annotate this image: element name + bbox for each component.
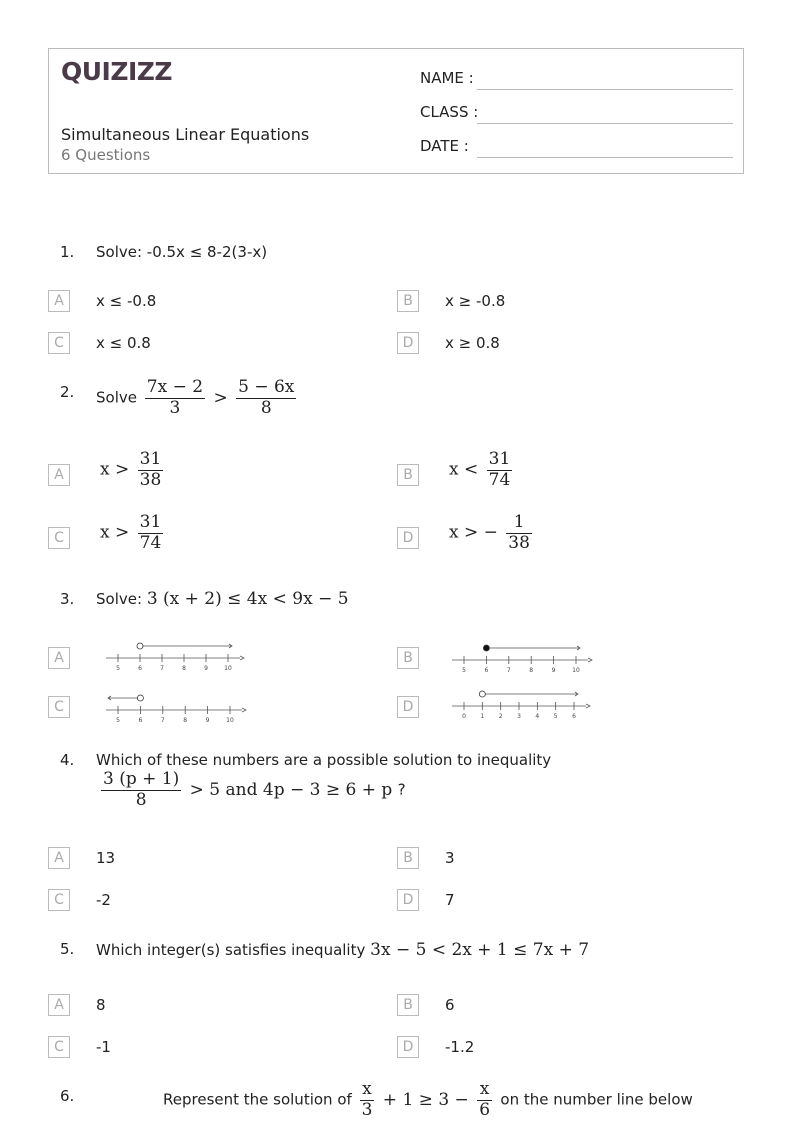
tick-label: 0 xyxy=(462,713,466,720)
denominator: 3 xyxy=(169,397,181,418)
option-badge-b[interactable]: B xyxy=(397,290,419,312)
fraction xyxy=(236,378,296,418)
question-expression xyxy=(98,770,406,810)
option-text[interactable]: -1.2 xyxy=(445,1038,475,1056)
question-prompt xyxy=(96,940,589,960)
number-line-b[interactable] xyxy=(446,640,598,676)
fraction xyxy=(487,450,513,490)
tick-label: 7 xyxy=(506,667,511,674)
prompt-prefix: Solve xyxy=(96,388,137,407)
math-expression xyxy=(357,1079,501,1120)
fraction xyxy=(145,378,205,418)
open-endpoint xyxy=(479,691,485,697)
open-endpoint xyxy=(137,643,143,649)
tick-label: 8 xyxy=(183,717,188,724)
option-badge-a[interactable]: A xyxy=(48,994,70,1016)
option-badge-d[interactable]: D xyxy=(397,1036,419,1058)
question-number: 5. xyxy=(60,940,75,958)
option-text[interactable]: 6 xyxy=(445,996,455,1014)
math-expression xyxy=(142,377,300,418)
option-badge-a[interactable]: A xyxy=(48,847,70,869)
option-text[interactable]: 13 xyxy=(96,849,116,867)
operator: > xyxy=(213,387,228,408)
option-badge-c[interactable]: C xyxy=(48,696,70,718)
number-line-c[interactable] xyxy=(100,690,252,726)
option-text[interactable]: 7 xyxy=(445,891,455,909)
math-rest: > 5 and 4p − 3 ≥ 6 + p xyxy=(189,779,393,800)
option-math[interactable] xyxy=(100,450,166,490)
numerator: 3 (p + 1) xyxy=(103,769,180,789)
name-label: NAME : xyxy=(420,69,474,87)
fraction xyxy=(101,770,181,810)
option-text[interactable]: x ≥ -0.8 xyxy=(445,292,506,310)
prompt-suffix: on the number line below xyxy=(500,1090,693,1109)
option-badge-a[interactable]: A xyxy=(48,647,70,669)
number-line-d[interactable] xyxy=(446,686,596,722)
denominator: 8 xyxy=(135,789,147,810)
question-mark: ? xyxy=(397,780,406,799)
question-number: 2. xyxy=(60,383,75,401)
option-math[interactable] xyxy=(449,513,535,553)
option-text[interactable]: x ≤ 0.8 xyxy=(96,334,151,352)
option-text[interactable]: 3 xyxy=(445,849,455,867)
class-line[interactable] xyxy=(477,123,733,124)
denominator: 8 xyxy=(260,397,272,418)
tick-label: 9 xyxy=(204,665,208,672)
fraction xyxy=(477,1080,492,1120)
axis-arrow xyxy=(240,656,244,660)
fraction xyxy=(360,1080,375,1120)
tick-label: 8 xyxy=(182,665,186,672)
numerator: x xyxy=(477,1080,492,1101)
fraction xyxy=(506,513,532,553)
date-line[interactable] xyxy=(477,157,733,158)
axis-arrow xyxy=(242,708,246,712)
tick-label: 10 xyxy=(572,667,580,674)
tick-label: 10 xyxy=(226,717,234,724)
number-line-a[interactable] xyxy=(100,638,250,674)
tick-label: 3 xyxy=(517,713,521,720)
question-prompt xyxy=(96,589,349,609)
denominator: 3 xyxy=(361,1099,373,1120)
tick-label: 9 xyxy=(205,717,210,724)
numerator: 1 xyxy=(506,513,532,534)
option-text[interactable]: 8 xyxy=(96,996,106,1014)
closed-endpoint xyxy=(483,645,489,651)
question-prompt xyxy=(163,1080,693,1120)
tick-label: 8 xyxy=(529,667,534,674)
option-text[interactable]: -2 xyxy=(96,891,111,909)
option-badge-c[interactable]: C xyxy=(48,1036,70,1058)
tick-label: 10 xyxy=(224,665,232,672)
denominator: 6 xyxy=(479,1099,491,1120)
tick-label: 2 xyxy=(498,713,503,720)
denominator: 74 xyxy=(488,469,511,490)
option-math[interactable] xyxy=(100,513,166,553)
option-badge-d[interactable]: D xyxy=(397,889,419,911)
option-math[interactable] xyxy=(449,450,515,490)
math-expression: 3x − 5 < 2x + 1 ≤ 7x + 7 xyxy=(370,940,590,960)
numerator: 5 − 6x xyxy=(238,377,295,397)
tick-label: 6 xyxy=(138,665,142,672)
prompt-text: Which integer(s) satisfies inequality xyxy=(96,941,366,959)
worksheet-title: Simultaneous Linear Equations xyxy=(61,125,310,144)
axis-arrow xyxy=(586,704,590,708)
prompt-prefix: Represent the solution of xyxy=(163,1090,352,1109)
numerator: 31 xyxy=(139,512,162,532)
option-badge-a[interactable]: A xyxy=(48,290,70,312)
tick-label: 6 xyxy=(572,713,576,720)
option-badge-b[interactable]: B xyxy=(397,847,419,869)
denominator: 38 xyxy=(508,532,530,553)
option-badge-b[interactable]: B xyxy=(397,464,419,486)
option-badge-a[interactable]: A xyxy=(48,464,70,486)
option-badge-d[interactable]: D xyxy=(397,332,419,354)
numerator: x xyxy=(360,1080,375,1101)
denominator: 38 xyxy=(139,469,162,490)
question-prompt xyxy=(96,378,299,418)
question-number: 3. xyxy=(60,590,75,608)
question-count: 6 Questions xyxy=(61,146,151,164)
math-lhs: x > xyxy=(100,522,130,543)
class-label: CLASS : xyxy=(420,103,479,121)
math-lhs: x > − xyxy=(449,522,498,543)
axis-arrow xyxy=(588,658,592,662)
tick-label: 7 xyxy=(160,665,164,672)
tick-label: 5 xyxy=(116,717,120,724)
option-badge-b[interactable]: B xyxy=(397,994,419,1016)
question-prompt: Solve: -0.5x ≤ 8-2(3-x) xyxy=(96,243,268,261)
tick-label: 4 xyxy=(535,713,540,720)
denominator: 74 xyxy=(139,532,162,553)
option-text[interactable]: x ≥ 0.8 xyxy=(445,334,500,352)
numerator: 31 xyxy=(488,449,511,469)
tick-label: 6 xyxy=(484,667,489,674)
option-text[interactable]: -1 xyxy=(96,1038,111,1056)
worksheet-header xyxy=(48,48,744,174)
tick-label: 6 xyxy=(138,717,143,724)
fraction xyxy=(138,450,164,490)
question-number: 4. xyxy=(60,751,75,769)
option-badge-b[interactable]: B xyxy=(397,647,419,669)
quizizz-logo: QUIZIZZ xyxy=(61,57,173,86)
tick-label: 1 xyxy=(480,713,485,720)
option-badge-c[interactable]: C xyxy=(48,527,70,549)
numerator: 7x − 2 xyxy=(146,377,204,397)
option-text[interactable]: x ≤ -0.8 xyxy=(96,292,157,310)
tick-label: 5 xyxy=(462,667,466,674)
tick-label: 7 xyxy=(160,717,165,724)
math-lhs: x < xyxy=(449,459,479,480)
question-prompt: Which of these numbers are a possible solution to inequality xyxy=(96,751,552,769)
numerator: 31 xyxy=(139,449,162,469)
tick-label: 9 xyxy=(551,667,556,674)
date-label: DATE : xyxy=(420,137,469,155)
math-expression xyxy=(98,769,398,810)
question-number: 1. xyxy=(60,243,75,261)
prompt-prefix: Solve: xyxy=(96,590,143,608)
option-badge-c[interactable]: C xyxy=(48,332,70,354)
fraction xyxy=(138,513,164,553)
option-badge-c[interactable]: C xyxy=(48,889,70,911)
math-expression: 3 (x + 2) ≤ 4x < 9x − 5 xyxy=(146,589,349,609)
option-badge-d[interactable]: D xyxy=(397,527,419,549)
math-mid: + 1 ≥ 3 − xyxy=(382,1089,469,1110)
tick-label: 5 xyxy=(553,713,558,720)
tick-label: 5 xyxy=(116,665,120,672)
open-endpoint xyxy=(137,695,143,701)
option-badge-d[interactable]: D xyxy=(397,696,419,718)
math-lhs: x > xyxy=(100,459,130,480)
question-number: 6. xyxy=(60,1087,75,1105)
name-line[interactable] xyxy=(477,89,733,90)
